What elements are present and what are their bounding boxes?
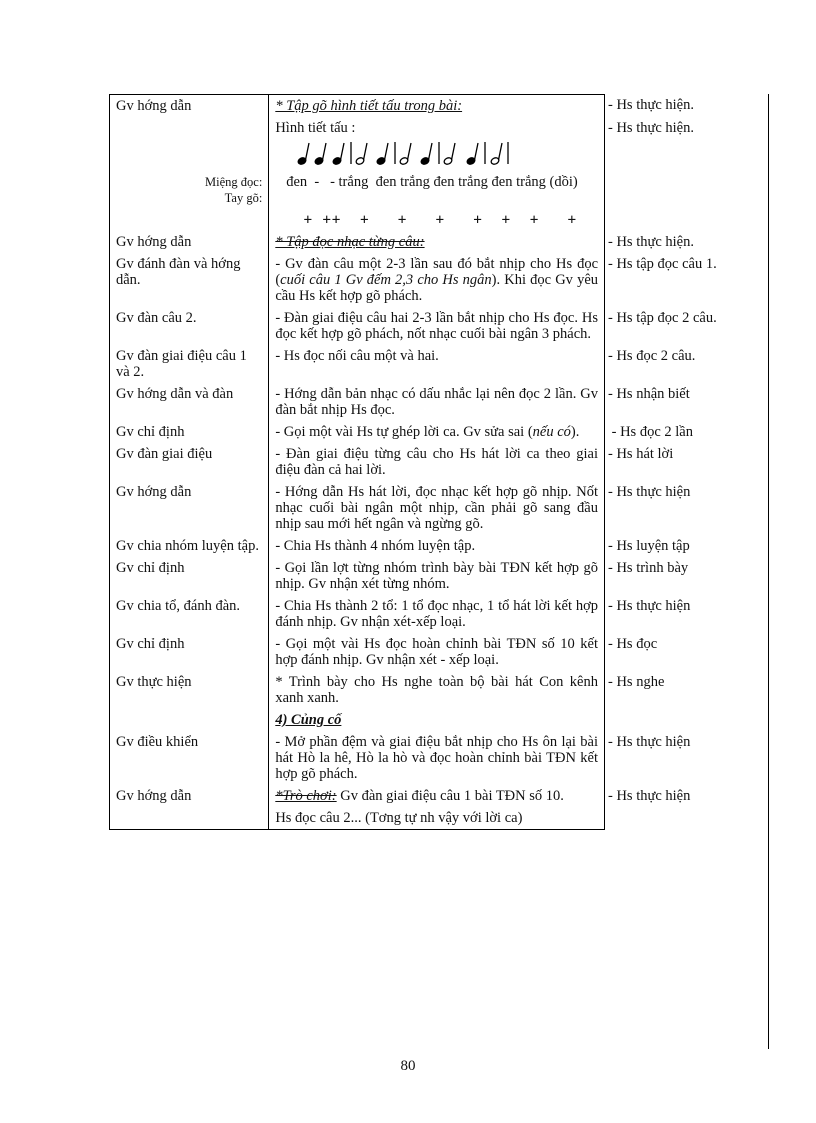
content-cell: Hs đọc câu 2... (Tơng tự nh vậy với lời ca) [269,807,605,830]
page-number: 80 [400,1058,416,1074]
rhythm-practice-title: * Tập gõ hình tiết tấu trong bài: [275,98,463,114]
content-cell: - Gọi một vài Hs đọc hoàn chỉnh bài TĐN số 10 kết hợp đánh nhịp. Gv nhận xét - xếp loại. [269,633,605,671]
content-cell: - Chia Hs thành 2 tổ: 1 tổ đọc nhạc, 1 tổ hát lời kết hợp đánh nhịp. Gv nhận xét-xếp loại. [269,595,605,633]
teacher-cell: Gv hớng dẫn và đàn [110,383,269,421]
teacher-cell: Gv đàn giai điệu câu 1 và 2. [110,345,269,383]
content-cell [269,95,605,118]
content-cell: - Gv đàn câu một 2-3 lần sau đó bắt nhịp cho Hs đọc (cuối câu 1 Gv đếm 2,3 cho Hs ngân). Khi đọc Gv yêu cầu Hs kết hợp gõ phách. [269,253,605,307]
student-activity: - Hs trình bày [608,560,689,576]
table-row [110,209,605,231]
quarter-note-icon [297,143,309,165]
tapping-label: Tay gõ: [224,191,263,205]
student-activity: - Hs đọc 2 lần [608,424,693,440]
content-cell: - Đàn giai điệu từng câu cho Hs hát lời ca theo giai điệu đàn cả hai lời. [269,443,605,481]
student-activity: - Hs thực hiện [608,788,691,804]
student-activity: - Hs nghe [608,674,665,690]
teacher-cell: Gv hớng dẫn [110,95,269,118]
teacher-cell: Gv đàn câu 2. [110,307,269,345]
half-note-icon [443,143,455,165]
table-row [110,307,605,345]
content-cell: *Trò chơi: Gv đàn giai điệu câu 1 bài TĐN số 10. [269,785,605,807]
table-row [110,709,605,731]
teacher-cell: Gv chia nhóm luyện tập. [110,535,269,557]
quarter-note-icon [332,143,344,165]
table-row [110,557,605,595]
quarter-note-icon [376,143,388,165]
content-cell: đen - - trắng đen trắng đen trắng đen trắng (dồi) [269,171,605,209]
table-row [110,345,605,383]
student-activity: - Hs thực hiện [608,734,691,750]
half-note-icon [355,143,367,165]
student-activity: - Hs tập đọc câu 1. [608,256,717,272]
table-row [110,785,605,807]
student-activity: - Hs thực hiện. [608,120,694,136]
teacher-cell: Gv đàn giai điệu [110,443,269,481]
content-cell: - Gọi lần lợt từng nhóm trình bày bài TĐN kết hợp gõ nhịp. Gv nhận xét từng nhóm. [269,557,605,595]
game-label: *Trò chơi: [275,788,337,804]
content-cell: - Đàn giai điệu câu hai 2-3 lần bắt nhịp cho Hs đọc. Hs đọc kết hợp gõ phách, nốt nhạc cuối bài ngân 3 phách. [269,307,605,345]
table-row [110,731,605,785]
content-cell: - Hớng dẫn bản nhạc có dấu nhắc lại nên đọc 2 lần. Gv đàn bắt nhịp Hs đọc. [269,383,605,421]
student-activity: - Hs thực hiện. [608,234,694,250]
teacher-cell: Gv chỉ định [110,421,269,443]
table-row [110,253,605,307]
table-row [110,481,605,535]
table-row [110,535,605,557]
table-row [110,443,605,481]
teacher-cell: Gv hớng dẫn [110,481,269,535]
tap-marks: + ++ + + + + + + + [275,212,578,228]
student-activity: - Hs thực hiện [608,484,691,500]
quarter-note-icon [314,143,326,165]
half-note-icon [490,143,502,165]
table-row [110,807,605,830]
sight-reading-title: * Tập đọc nhạc từng câu: [275,234,425,250]
teacher-cell: Gv chỉ định [110,633,269,671]
table-row [110,595,605,633]
student-activity: - Hs đọc [608,636,658,652]
teacher-cell: Gv chia tổ, đánh đàn. [110,595,269,633]
table-row [110,383,605,421]
consolidation-heading: 4) Củng cố [275,712,342,728]
content-cell: - Mở phần đệm và giai điệu bắt nhịp cho Hs ôn lại bài hát Hò la hê, Hò la hò và đọc hoàn chỉnh bài TĐN kết hợp gõ phách. [269,731,605,785]
student-activity: - Hs luyện tập [608,538,690,554]
content-cell: - Chia Hs thành 4 nhóm luyện tập. [269,535,605,557]
content-cell [269,231,605,253]
table-row [110,633,605,671]
table-row [110,421,605,443]
half-note-icon [399,143,411,165]
teacher-cell: Gv hớng dẫn [110,785,269,807]
table-row [110,231,605,253]
student-activity: - Hs tập đọc 2 câu. [608,310,717,326]
student-activity: - Hs thực hiện. [608,97,694,113]
table-row [110,171,605,209]
teacher-cell: Gv điều khiển [110,731,269,785]
table-row [110,95,605,118]
student-activity: - Hs thực hiện [608,598,691,614]
student-activity: - Hs đọc 2 câu. [608,348,696,364]
quarter-note-icon [466,143,478,165]
teacher-cell: Gv thực hiện [110,671,269,709]
rhythm-notation [297,140,597,166]
content-cell [269,709,605,731]
lesson-table [109,94,605,830]
teacher-cell: Gv chỉ định [110,557,269,595]
student-activity: - Hs nhận biết [608,386,690,402]
content-cell: - Hớng dẫn Hs hát lời, đọc nhạc kết hợp gõ nhịp. Nốt nhạc cuối bài ngân một nhịp, cần phải gõ sang đầu nhịp sau mới hết ngân và ngừng gõ. [269,481,605,535]
content-cell: - Gọi một vài Hs tự ghép lời ca. Gv sửa sai (nếu có). [269,421,605,443]
teacher-cell: Gv đánh đàn và hớng dẫn. [110,253,269,307]
reading-label: Miệng đọc: [205,175,263,189]
content-cell: * Trình bày cho Hs nghe toàn bộ bài hát Con kênh xanh xanh. [269,671,605,709]
table-row [110,117,605,171]
teacher-cell: Gv hớng dẫn [110,231,269,253]
content-cell [269,209,605,231]
table-row [110,671,605,709]
student-activity: - Hs hát lời [608,446,674,462]
quarter-note-icon [420,143,432,165]
content-cell: Hình tiết tấu : [269,117,605,171]
content-cell: - Hs đọc nối câu một và hai. [269,345,605,383]
